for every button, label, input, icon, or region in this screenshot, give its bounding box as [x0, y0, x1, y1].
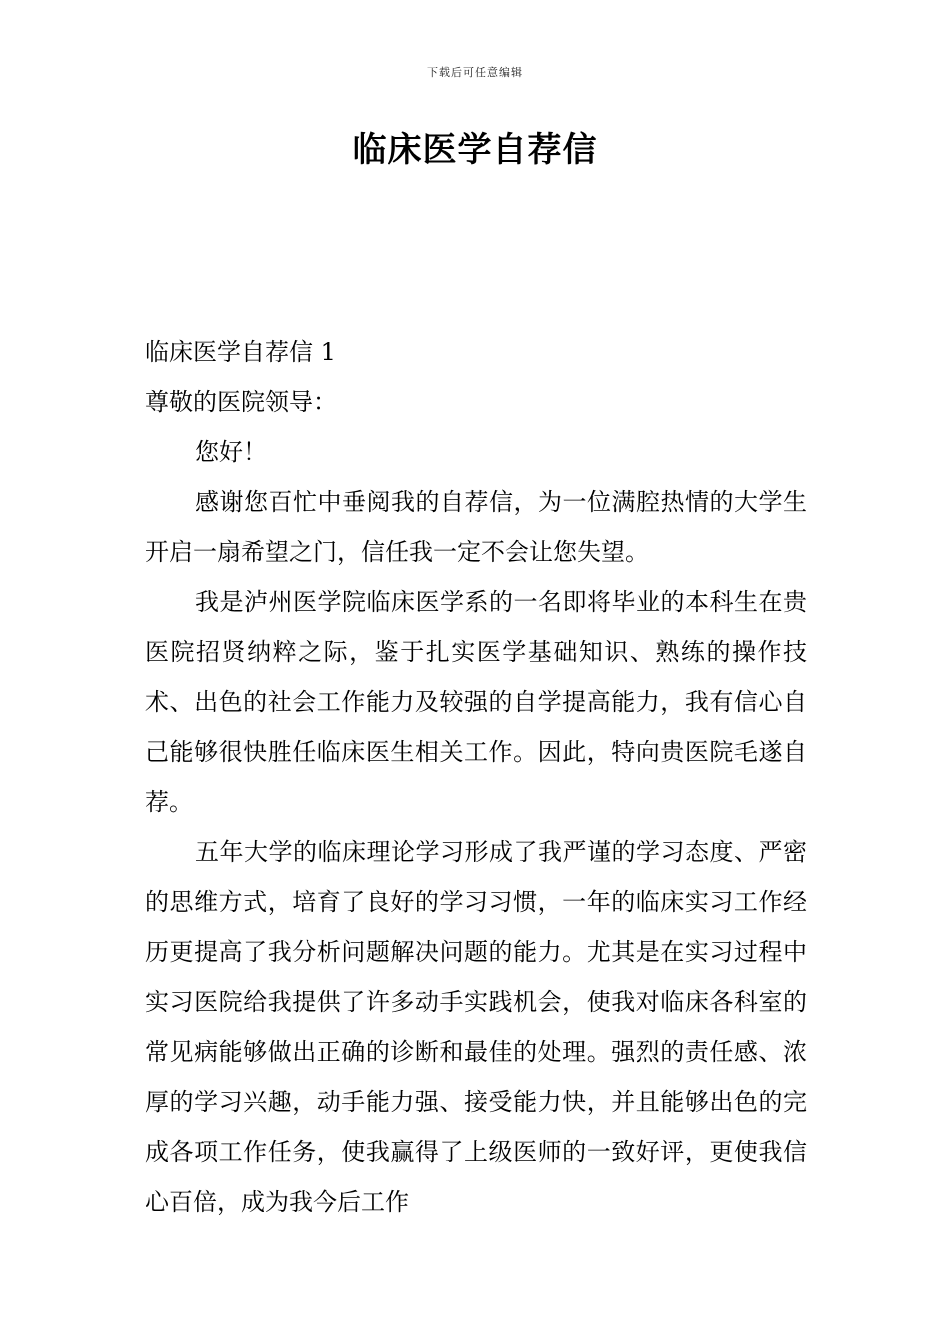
paragraph-gratitude: 感谢您百忙中垂阅我的自荐信，为一位满腔热情的大学生开启一扇希望之门，信任我一定不会让您失望。 [145, 488, 807, 566]
greeting: 您好！ [195, 438, 267, 466]
paragraph-experience: 五年大学的临床理论学习形成了我严谨的学习态度、严密的思维方式，培育了良好的学习习惯，一年的临床实习工作经历更提高了我分析问题解决问题的能力。尤其是在实习过程中实习医院给我提供了许多动手实践机会，使我对临床各科室的常见病能够做出正确的诊断和最佳的处理。强烈的责任感、浓厚的学习兴趣，动手能力强、接受能力快，并且能够出色的完成各项工作任务，使我赢得了上级医师的一致好评，更使我信心百倍，成为我今后工作 [145, 838, 807, 1216]
section-heading: 临床医学自荐信 1 [145, 338, 336, 366]
paragraph-introduction: 我是泸州医学院临床医学系的一名即将毕业的本科生在贵医院招贤纳粹之际，鉴于扎实医学基础知识、熟练的操作技术、出色的社会工作能力及较强的自学提高能力，我有信心自己能够很快胜任临床医生相关工作。因此，特向贵医院毛遂自荐。 [145, 588, 807, 816]
document-title: 临床医学自荐信 [352, 130, 598, 170]
document-body [145, 327, 807, 1227]
header-note: 下载后可任意编辑 [427, 66, 523, 79]
salutation: 尊敬的医院领导： [145, 388, 337, 416]
